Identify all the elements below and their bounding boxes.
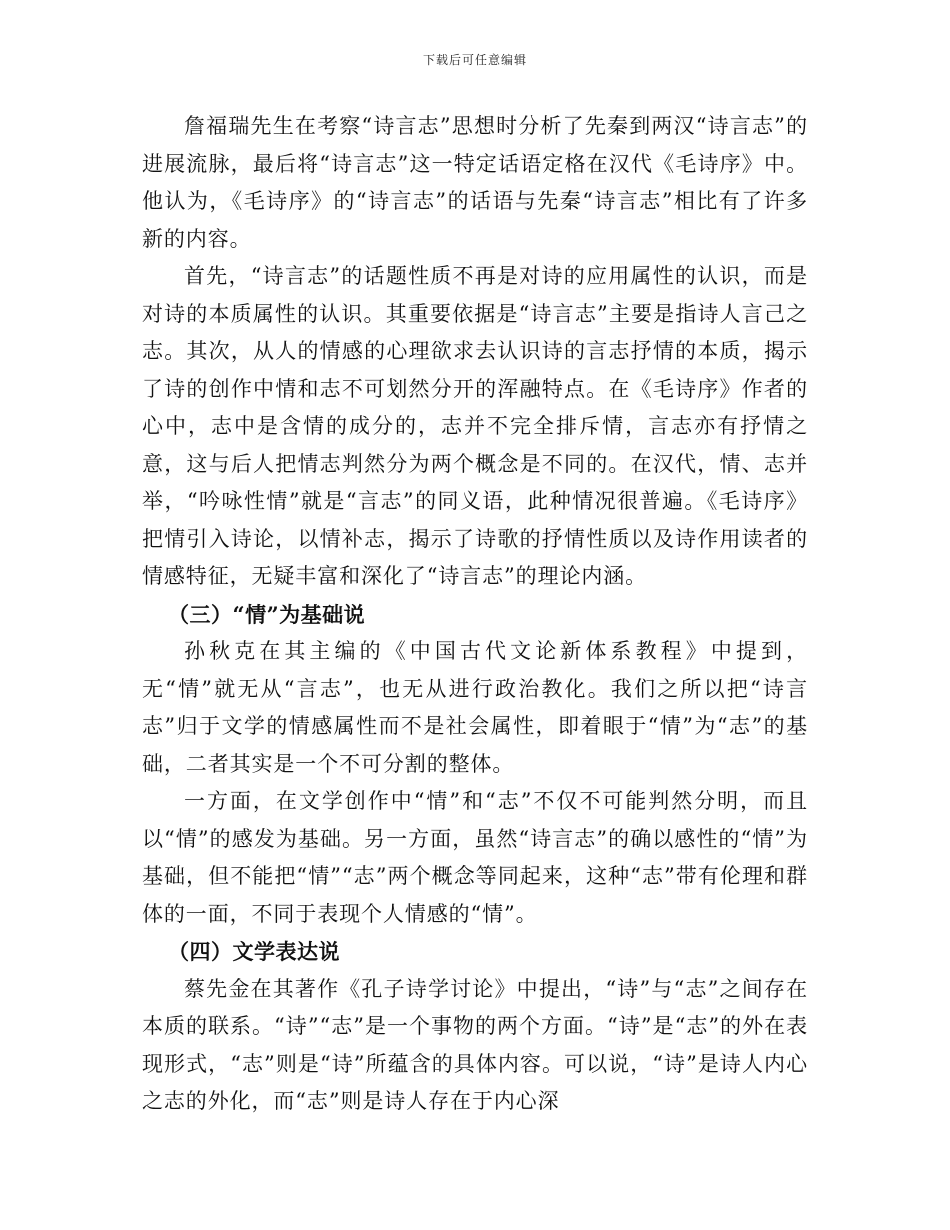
paragraph-zhan-furui: 詹福瑞先生在考察“诗言志”思想时分析了先秦到两汉“诗言志”的进展流脉，最后将“诗言志”这一特定话语定格在汉代《毛诗序》中。他认为，《毛诗序》的“诗言志”的话语与先秦“诗言志”相比有了许多新的内容。 bbox=[142, 114, 808, 251]
document-body bbox=[142, 108, 808, 1121]
paragraph-sun-qiuke: 孙秋克在其主编的《中国古代文论新体系教程》中提到，无“情”就无从“言志”，也无从进行政治教化。我们之所以把“诗言志”归于文学的情感属性而不是社会属性，即着眼于“情”为“志”的基础，二者其实是一个不可分割的整体。 bbox=[142, 639, 808, 776]
paragraph-firstly: 首先，“诗言志”的话题性质不再是对诗的应用属性的认识，而是对诗的本质属性的认识。其重要依据是“诗言志”主要是指诗人言己之志。其次，从人的情感的心理欲求去认识诗的言志抒情的本质，揭示了诗的创作中情和志不可划然分开的浑融特点。在《毛诗序》作者的心中，志中是含情的成分的，志并不完全排斥情，言志亦有抒情之意，这与后人把情志判然分为两个概念是不同的。在汉代，情、志并举，“吟咏性情”就是“言志”的同义语，此种情况很普遍。《毛诗序》把情引入诗论，以情补志，揭示了诗歌的抒情性质以及诗作用读者的情感特征，无疑丰富和深化了“诗言志”的理论内涵。 bbox=[142, 264, 808, 588]
section-heading-literary-expression: （四）文学表达说 bbox=[168, 939, 340, 964]
page-header: 下载后可任意编辑 bbox=[422, 53, 527, 67]
paragraph-on-one-hand: 一方面，在文学创作中“情”和“志”不仅不可能判然分明，而且以“情”的感发为基础。另一方面，虽然“诗言志”的确以感性的“情”为基础，但不能把“情”“志”两个概念等同起来，这种“志”带有伦理和群体的一面，不同于表现个人情感的“情”。 bbox=[142, 789, 808, 926]
paragraph-cai-xianjin: 蔡先金在其著作《孔子诗学讨论》中提出，“诗”与“志”之间存在本质的联系。“诗”“志”是一个事物的两个方面。“诗”是“志”的外在表现形式，“志”则是“诗”所蕴含的具体内容。可以说，“诗”是诗人内心之志的外化，而“志”则是诗人存在于内心深 bbox=[142, 976, 808, 1113]
section-heading-qing-basis: （三）“情”为基础说 bbox=[168, 601, 366, 627]
